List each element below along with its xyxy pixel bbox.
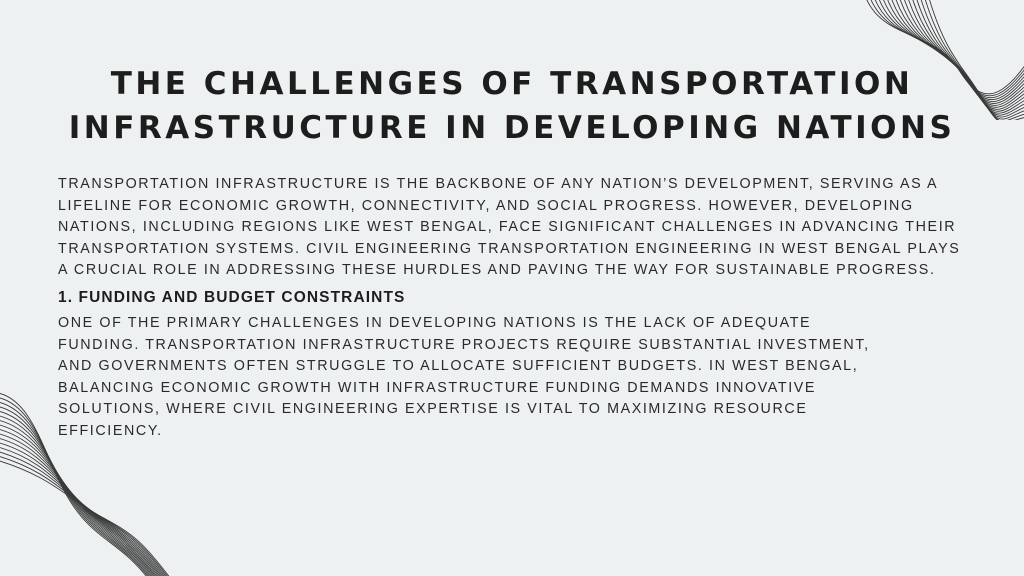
wave-line [0, 452, 170, 576]
intro-line: A CRUCIAL ROLE IN ADDRESSING THESE HURDLES AND PAVING THE WAY FOR SUSTAINABLE PROGRESS. [58, 262, 936, 278]
title-line-2: INFRASTRUCTURE IN DEVELOPING NATIONS [68, 110, 956, 146]
title-line-1: THE CHALLENGES OF TRANSPORTATION [110, 66, 914, 102]
page-title [0, 62, 1024, 150]
section-line: SOLUTIONS, WHERE CIVIL ENGINEERING EXPERTISE IS VITAL TO MAXIMIZING RESOURCE [58, 401, 808, 417]
section-body-funding [58, 313, 898, 442]
wave-line [0, 425, 161, 576]
wave-line [0, 443, 167, 576]
section-line: AND GOVERNMENTS OFTEN STRUGGLE TO ALLOCATE SUFFICIENT BUDGETS. IN WEST BENGAL, [58, 358, 859, 374]
intro-paragraph [58, 174, 961, 282]
intro-line: TRANSPORTATION SYSTEMS. CIVIL ENGINEERING TRANSPORTATION ENGINEERING IN WEST BENGAL PLAYS [58, 240, 961, 257]
intro-line: NATIONS, INCLUDING REGIONS LIKE WEST BENGAL, FACE SIGNIFICANT CHALLENGES IN ADVANCING THEIR [58, 219, 957, 235]
section-line: FUNDING. TRANSPORTATION INFRASTRUCTURE PROJECTS REQUIRE SUBSTANTIAL INVESTMENT, [58, 336, 870, 353]
wave-line [0, 456, 171, 576]
wave-line [0, 434, 164, 576]
section-line: ONE OF THE PRIMARY CHALLENGES IN DEVELOPING NATIONS IS THE LACK OF ADEQUATE [58, 315, 812, 331]
wave-line [0, 438, 165, 576]
wave-line [0, 461, 173, 576]
intro-line: TRANSPORTATION INFRASTRUCTURE IS THE BACKBONE OF ANY NATION’S DEVELOPMENT, SERVING AS A [58, 176, 939, 192]
section-heading-funding: 1. FUNDING AND BUDGET CONSTRAINTS [58, 289, 406, 306]
wave-line [0, 429, 162, 576]
wave-line [0, 447, 168, 576]
section-line: EFFICIENCY. [58, 422, 163, 439]
section-line: BALANCING ECONOMIC GROWTH WITH INFRASTRUCTURE FUNDING DEMANDS INNOVATIVE [58, 379, 817, 396]
intro-line: LIFELINE FOR ECONOMIC GROWTH, CONNECTIVITY, AND SOCIAL PROGRESS. HOWEVER, DEVELOPING [58, 197, 914, 214]
wave-line [0, 420, 159, 576]
